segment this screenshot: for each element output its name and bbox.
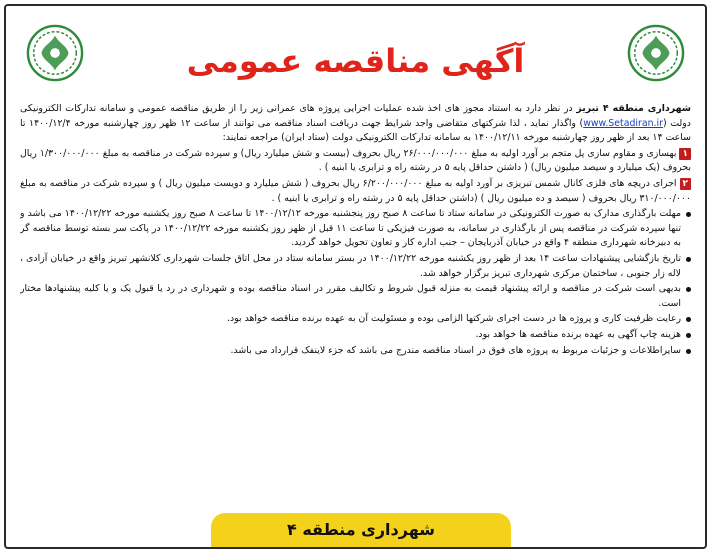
setadiran-link[interactable]: www.Setadiran.ir [583,117,663,129]
notice-body [20,102,691,504]
intro-text-2: ) واگذار نماید ، لذا شرکتهای متقاضی واجد شرایط جهت دریافت اسناد مناقصه می توانند از ساعت ۱۲ ظهر روز چهارشنبه مورخه ۱۴۰۰/۱۲/۴ تا ساعت ۱۴ بعد از ظهر روز چهارشنبه مورخه ۱۴۰۰/۱۲/۱۱ به سامانه تدارکات الکترونیکی دولت (ستاد ایران) مراجعه نمایند: [20,117,691,144]
intro-paragraph [20,102,691,146]
organization-name: شهرداری منطقه ۴ تبریز [576,103,691,114]
project-text: بهسازی و مقاوم سازی پل متجم بر آورد اولیه به مبلغ ۲۶/۰۰۰/۰۰۰/۰۰۰ ریال بحروف (بیست و شش میلیارد ریال) و سپرده شرکت در مناقصه به مبلغ ۱/۳۰۰/۰۰۰/۰۰۰ ریال بحروف (یک میلیارد و سیصد میلیون ریال) ( داشتن حداقل پایه ۵ در رشته راه و ترابری یا ابنیه ) . [20,147,691,174]
project-number-badge: ۲ [680,178,692,190]
condition-item: سایراطلاعات و جزئیات مربوط به پروژه های فوق در اسناد مناقصه مندرج می باشد که جزء لاینفک قرارداد می باشد. [20,344,691,359]
intro-text-1: در نظر دارد به استناد مجوز های اخذ شده عملیات اجرایی پروژه های عمرانی زیر را از طریق مناقصه عمومی و سامانه تدارکات الکترونیکی دولت ( [20,103,691,129]
condition-item: رعایت ظرفیت کاری و پروژه ها در دست اجرای شرکتها الزامی بوده و مسئولیت آن به عهده برنده مناقصه خواهد بود. [20,312,691,327]
project-item [20,147,691,176]
project-item [20,177,691,206]
notice-frame [4,4,707,549]
footer-banner: شهرداری منطقه ۴ [211,513,511,547]
condition-item: تاریخ بازگشایی پیشنهادات ساعت ۱۴ بعد از ظهر روز یکشنبه مورخه ۱۴۰۰/۱۲/۲۲ در بستر سامانه ستاد در محل اتاق جلسات شهرداری کلانشهر تبریز واقع در خیابان آزادی ، لاله زار جنوبی ، ساختمان مرکزی شهرداری تبریز برگزار خواهد شد. [20,252,691,281]
condition-item: مهلت بارگذاری مدارک به صورت الکترونیکی در سامانه ستاد تا ساعت ۸ صبح روز پنجشنبه مورخه ۱۴۰۰/۱۲/۱۲ تا ساعت ۸ صبح روز یکشنبه مورخه ۱۴۰۰/۱۲/۲۲ می باشد و تنها سپرده شرکت در مناقصه پس از بارگذاری در سامانه، به صورت فیزیکی تا ساعت ۱۱ قبل از ظهر روز یکشنبه مورخه ۱۴۰۰/۱۲/۲۲ در پاکت سر بسته توسط مناقصه گر به دبیرخانه شهرداری منطقه ۴ واقع در خیابان آذربایجان – جنب اداره کار و تعاون تحویل خواهد گردید. [20,207,691,251]
project-text: اجرای دریچه های فلزی کانال شمس تبریزی بر آورد اولیه به مبلغ ۶/۲۰۰/۰۰۰/۰۰۰ ریال بحروف ( شش میلیارد و دویست میلیون ریال ) و سپرده شرکت در مناقصه به مبلغ ۳۱۰/۰۰۰/۰۰۰ ریال بحروف ( سیصد و ده میلیون ریال ) (داشتن حداقل پایه ۵ در رشته راه و ترابری یا ابنیه ) . [20,177,691,204]
condition-item: بدیهی است شرکت در مناقصه و ارائه پیشنهاد قیمت به منزله قبول شروط و تکالیف مقرر در اسناد مناقصه بوده و شهرداری در رد یا قبول یک و یا کلیه پیشنهادها مختار است. [20,282,691,311]
notice-title: آگهی مناقصه عمومی [186,42,525,80]
project-number-badge: ۱ [679,148,691,160]
condition-item: هزینه چاپ آگهی به عهده برنده مناقصه ها خواهد بود. [20,328,691,343]
